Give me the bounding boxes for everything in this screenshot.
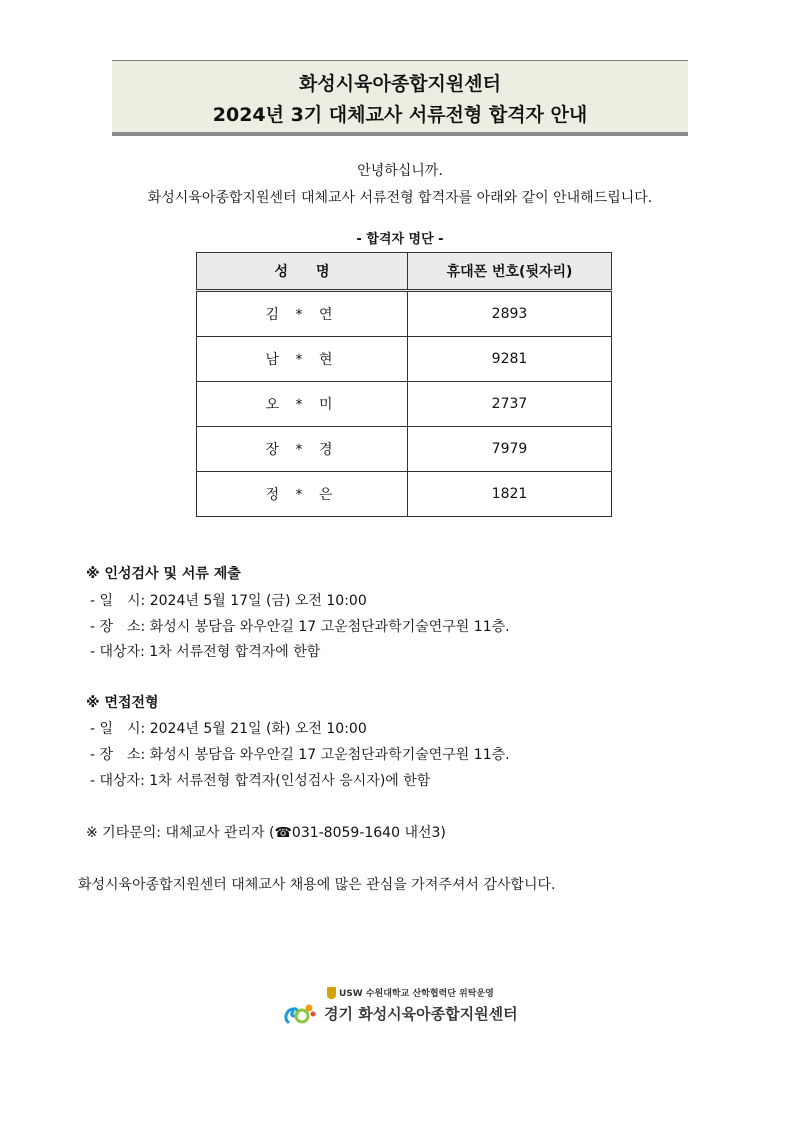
passer-table [196, 252, 612, 517]
table-row [197, 291, 612, 337]
passer-name: 오 * 미 [197, 382, 408, 427]
table-header-row [197, 253, 612, 291]
passer-name: 정 * 은 [197, 472, 408, 517]
passer-phone: 7979 [408, 427, 612, 472]
header-phone: 휴대폰 번호(뒷자리) [408, 253, 612, 291]
passer-name: 장 * 경 [197, 427, 408, 472]
interview-date: - 일 시: 2024년 5월 21일 (화) 오전 10:00 [90, 721, 367, 737]
title-line-1: 화성시육아종합지원센터 [299, 73, 501, 95]
center-logo-icon [282, 1000, 318, 1028]
passer-phone: 9281 [408, 337, 612, 382]
interview-section-heading: ※ 면접전형 [86, 695, 159, 711]
aptitude-target: - 대상자: 1차 서류전형 합격자에 한함 [90, 644, 321, 660]
interview-place: - 장 소: 화성시 봉담읍 와우안길 17 고운첨단과학기술연구원 11층. [90, 747, 510, 763]
document-title-box [112, 60, 688, 136]
table-row [197, 382, 612, 427]
passer-phone: 2737 [408, 382, 612, 427]
operator-text: USW 수원대학교 산학협력단 위탁운영 [339, 989, 494, 999]
greeting-line-2: 화성시육아종합지원센터 대체교사 서류전형 합격자를 아래와 같이 안내해드립니다. [147, 190, 653, 206]
interview-target: - 대상자: 1차 서류전형 합격자(인성검사 응시자)에 한함 [90, 773, 431, 789]
table-row [197, 427, 612, 472]
center-name: 경기 화성시육아종합지원센터 [324, 1005, 518, 1023]
passer-list-title: - 합격자 명단 - [356, 232, 444, 247]
aptitude-date: - 일 시: 2024년 5월 17일 (금) 오전 10:00 [90, 593, 367, 609]
passer-name: 남 * 현 [197, 337, 408, 382]
header-name: 성 명 [197, 253, 408, 291]
table-row [197, 472, 612, 517]
title-line-2: 2024년 3기 대체교사 서류전형 합격자 안내 [212, 104, 588, 126]
greeting-line-1: 안녕하십니까. [357, 163, 443, 179]
contact-info: ※ 기타문의: 대체교사 관리자 (☎031-8059-1640 내선3) [86, 825, 446, 841]
passer-name: 김 * 연 [197, 291, 408, 337]
closing-message: 화성시육아종합지원센터 대체교사 채용에 많은 관심을 가져주셔서 감사합니다. [78, 877, 556, 893]
aptitude-section-heading: ※ 인성검사 및 서류 제출 [86, 566, 241, 582]
passer-phone: 2893 [408, 291, 612, 337]
footer-logo-block [282, 985, 542, 1031]
table-row [197, 337, 612, 382]
university-shield-icon [327, 987, 336, 999]
passer-phone: 1821 [408, 472, 612, 517]
aptitude-place: - 장 소: 화성시 봉담읍 와우안길 17 고운첨단과학기술연구원 11층. [90, 619, 510, 635]
